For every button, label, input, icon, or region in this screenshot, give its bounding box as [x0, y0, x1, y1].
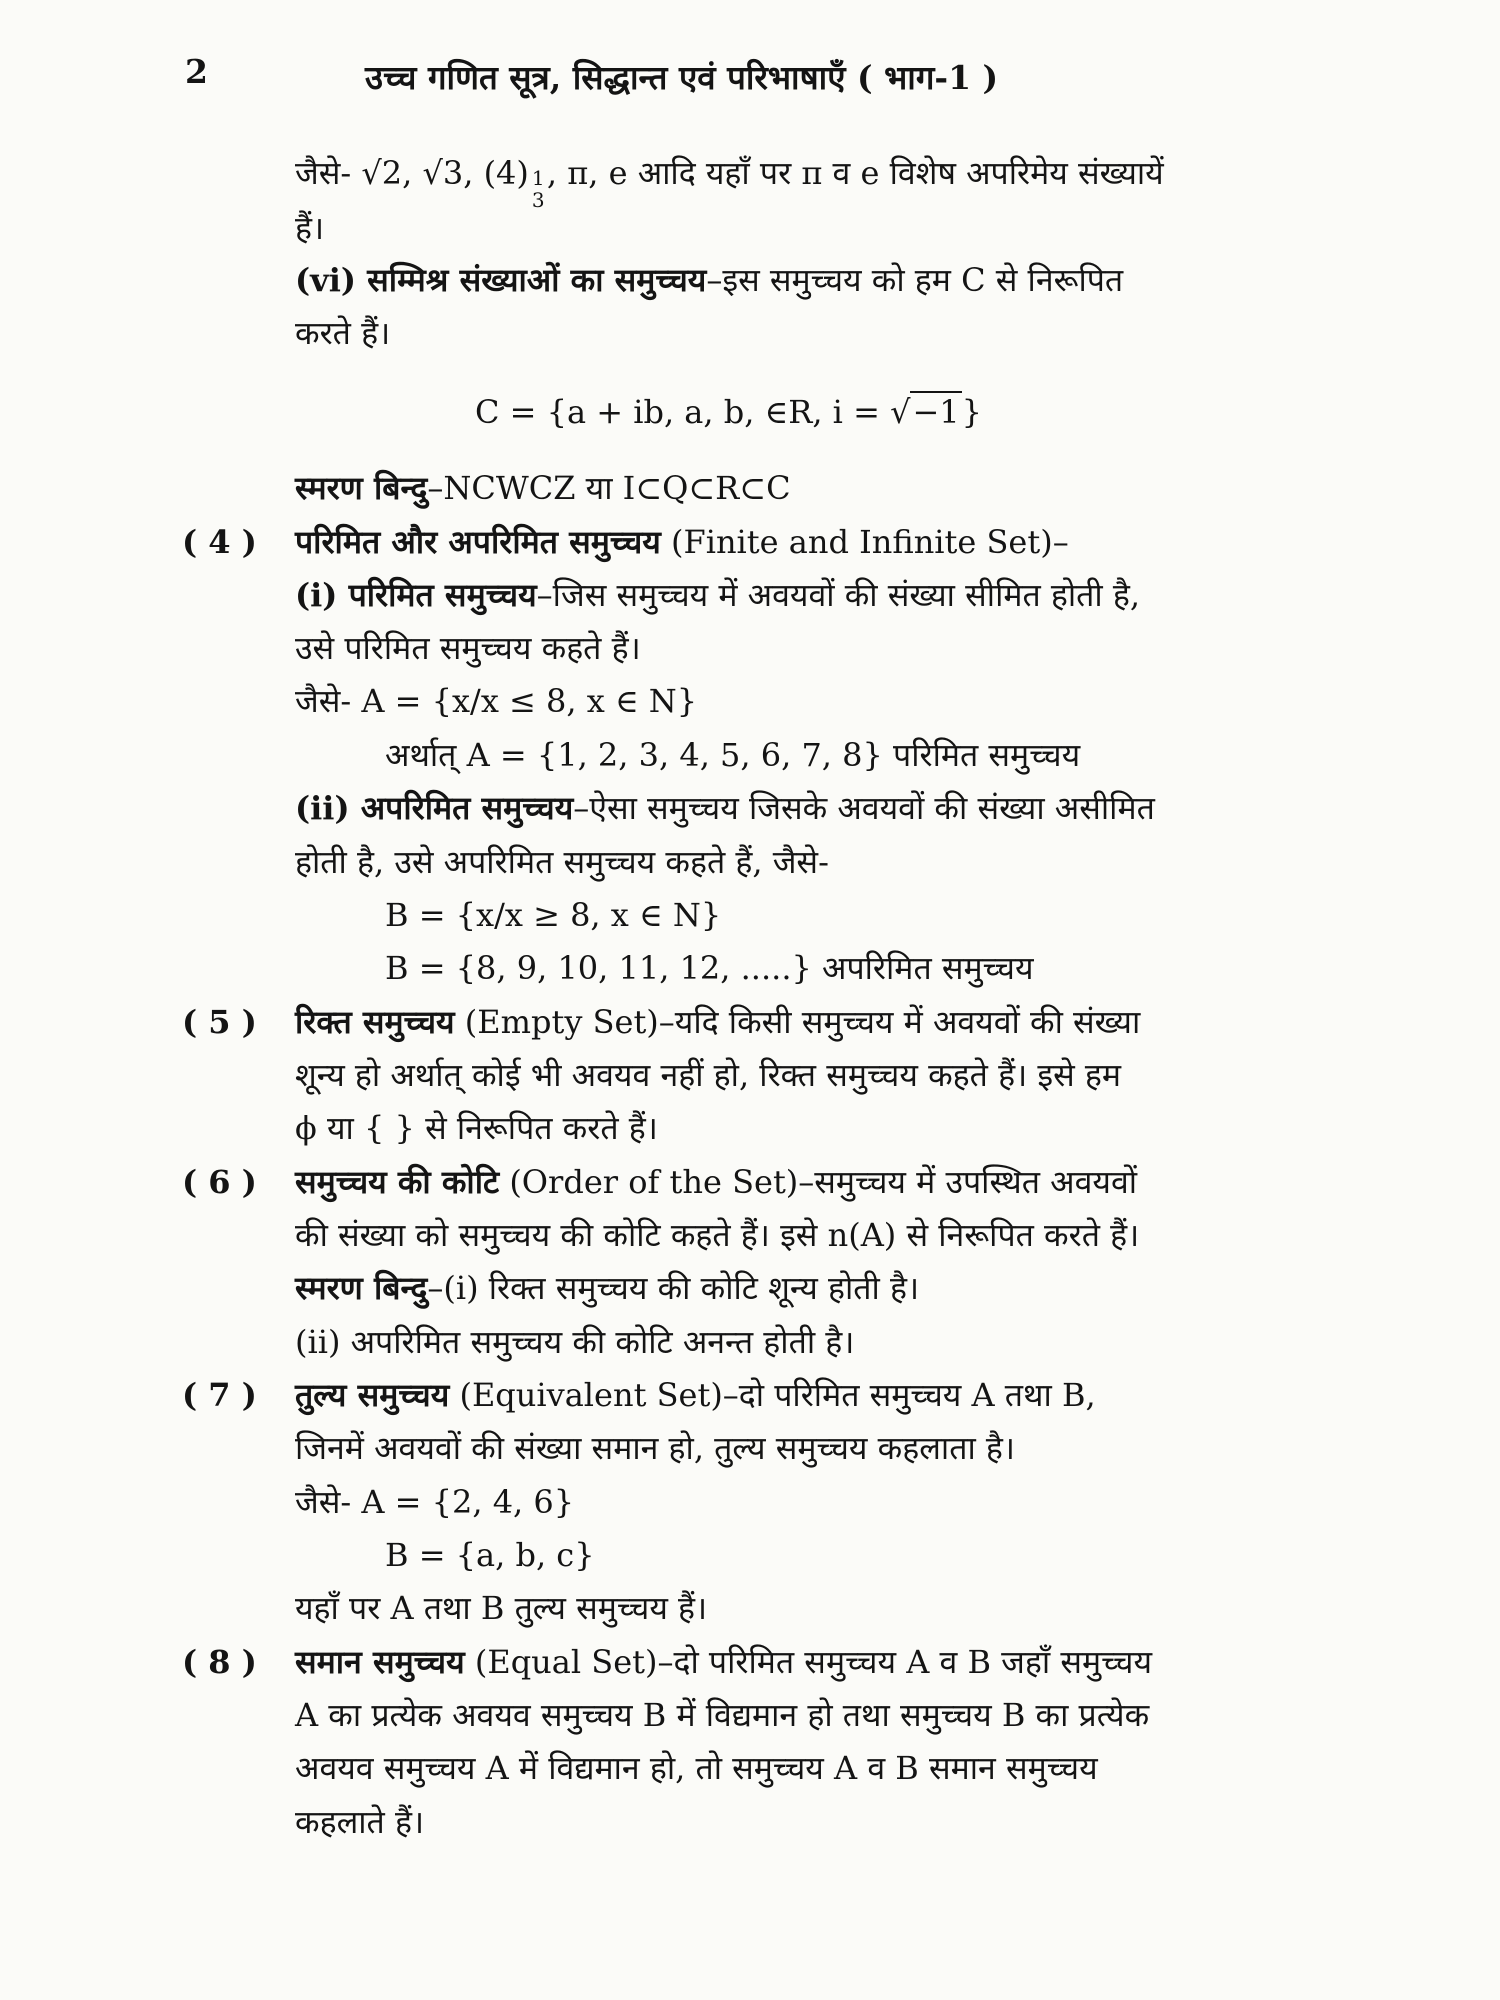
section-title: समान समुच्चय	[295, 1643, 465, 1681]
section-8-heading	[295, 1642, 1152, 1682]
section-subtitle: (Finite and Infinite Set)–	[660, 523, 1069, 561]
section-text: (Empty Set)–यदि किसी समुच्चय में अवयवों की संख्या	[454, 1003, 1141, 1041]
subsection-title: (i) परिमित समुच्चय	[295, 576, 537, 614]
finite-set-def	[295, 575, 1140, 615]
example-line: B = {x/x ≥ 8, x ∈ N}	[385, 896, 722, 934]
section-title: तुल्य समुच्चय	[295, 1376, 450, 1414]
example-line: अर्थात् A = {1, 2, 3, 4, 5, 6, 7, 8} परिमित समुच्चय	[385, 736, 1081, 774]
definition-text: –जिस समुच्चय में अवयवों की संख्या सीमित होती है,	[536, 576, 1141, 614]
complex-set-title: (vi) सम्मिश्र संख्याओं का समुच्चय	[295, 261, 707, 299]
text-line: जिनमें अवयवों की संख्या समान हो, तुल्य समुच्चय कहलाता है।	[295, 1429, 1016, 1467]
section-5-heading	[295, 1002, 1140, 1042]
section-text: (Equivalent Set)–दो परिमित समुच्चय A तथा B,	[449, 1376, 1096, 1414]
irrational-list: √2, √3, (4)	[361, 154, 529, 192]
text-line: हैं।	[295, 209, 325, 247]
radicand: −1	[912, 393, 960, 431]
section-title: समुच्चय की कोटि	[295, 1163, 500, 1201]
complex-set-heading	[295, 260, 1123, 300]
text-line: कहलाते हैं।	[295, 1803, 425, 1841]
fraction-numerator: 1	[531, 166, 545, 190]
section-title: परिमित और अपरिमित समुच्चय	[295, 523, 661, 561]
text-line: ϕ या { } से निरूपित करते हैं।	[295, 1109, 658, 1147]
section-number: ( 6 )	[182, 1163, 257, 1201]
remember-point-2	[295, 1268, 919, 1308]
section-number: ( 7 )	[182, 1376, 257, 1414]
section-text: (Order of the Set)–समुच्चय में उपस्थित अवयवों	[499, 1163, 1138, 1201]
example-line: जैसे- A = {x/x ≤ 8, x ∈ N}	[295, 682, 698, 720]
text-line: अवयव समुच्चय A में विद्यमान हो, तो समुच्चय A व B समान समुच्चय	[295, 1749, 1098, 1787]
section-7-heading	[295, 1375, 1096, 1415]
text-line: करते हैं।	[295, 314, 391, 352]
remember-text: –NCWCZ या I⊂Q⊂R⊂C	[427, 469, 791, 507]
complex-set-equation	[475, 392, 982, 432]
complex-set-desc: –इस समुच्चय को हम C से निरूपित	[706, 261, 1124, 299]
section-text: (Equal Set)–दो परिमित समुच्चय A व B जहाँ समुच्चय	[464, 1643, 1153, 1681]
section-number: ( 5 )	[182, 1003, 257, 1041]
remember-text: –(i) रिक्त समुच्चय की कोटि शून्य होती है।	[427, 1269, 920, 1307]
infinite-set-def	[295, 788, 1155, 828]
irrational-examples-line	[295, 153, 1164, 212]
remember-point-1	[295, 468, 791, 508]
definition-text: –ऐसा समुच्चय जिसके अवयवों की संख्या असीमित	[573, 789, 1155, 827]
text-line: (ii) अपरिमित समुच्चय की कोटि अनन्त होती है।	[295, 1323, 855, 1361]
text-line: यहाँ पर A तथा B तुल्य समुच्चय हैं।	[295, 1589, 708, 1627]
page-number: 2	[185, 52, 208, 91]
fraction-denominator: 3	[531, 188, 545, 212]
pi-e-list: , π, e	[546, 154, 628, 192]
example-line: B = {8, 9, 10, 11, 12, .....} अपरिमित समुच्चय	[385, 949, 1034, 987]
example-line: जैसे- A = {2, 4, 6}	[295, 1483, 575, 1521]
example-label: जैसे-	[295, 154, 352, 192]
running-title: उच्च गणित सूत्र, सिद्धान्त एवं परिभाषाएँ ( भाग-1 )	[365, 58, 999, 97]
irrational-note: आदि यहाँ पर π व e विशेष अपरिमेय संख्यायें	[637, 154, 1164, 192]
remember-label: स्मरण बिन्दु	[295, 469, 428, 507]
section-number: ( 4 )	[182, 523, 257, 561]
text-line: उसे परिमित समुच्चय कहते हैं।	[295, 629, 641, 667]
subsection-title: (ii) अपरिमित समुच्चय	[295, 789, 574, 827]
section-4-heading	[295, 522, 1069, 562]
remember-label: स्मरण बिन्दु	[295, 1269, 428, 1307]
example-line: B = {a, b, c}	[385, 1536, 595, 1574]
text-line: A का प्रत्येक अवयव समुच्चय B में विद्यमान हो तथा समुच्चय B का प्रत्येक	[295, 1696, 1150, 1734]
page-header	[185, 52, 1325, 102]
section-number: ( 8 )	[182, 1643, 257, 1681]
section-6-heading	[295, 1162, 1137, 1202]
text-line: की संख्या को समुच्चय की कोटि कहते हैं। इसे n(A) से निरूपित करते हैं।	[295, 1216, 1140, 1254]
text-line: होती है, उसे अपरिमित समुच्चय कहते हैं, जैसे-	[295, 843, 829, 881]
text-line: शून्य हो अर्थात् कोई भी अवयव नहीं हो, रिक्त समुच्चय कहते हैं। इसे हम	[295, 1056, 1122, 1094]
equation-part: C = {a + ib, a, b, ∈R, i = √	[475, 393, 911, 431]
section-title: रिक्त समुच्चय	[295, 1003, 455, 1041]
equation-close: }	[961, 393, 982, 431]
